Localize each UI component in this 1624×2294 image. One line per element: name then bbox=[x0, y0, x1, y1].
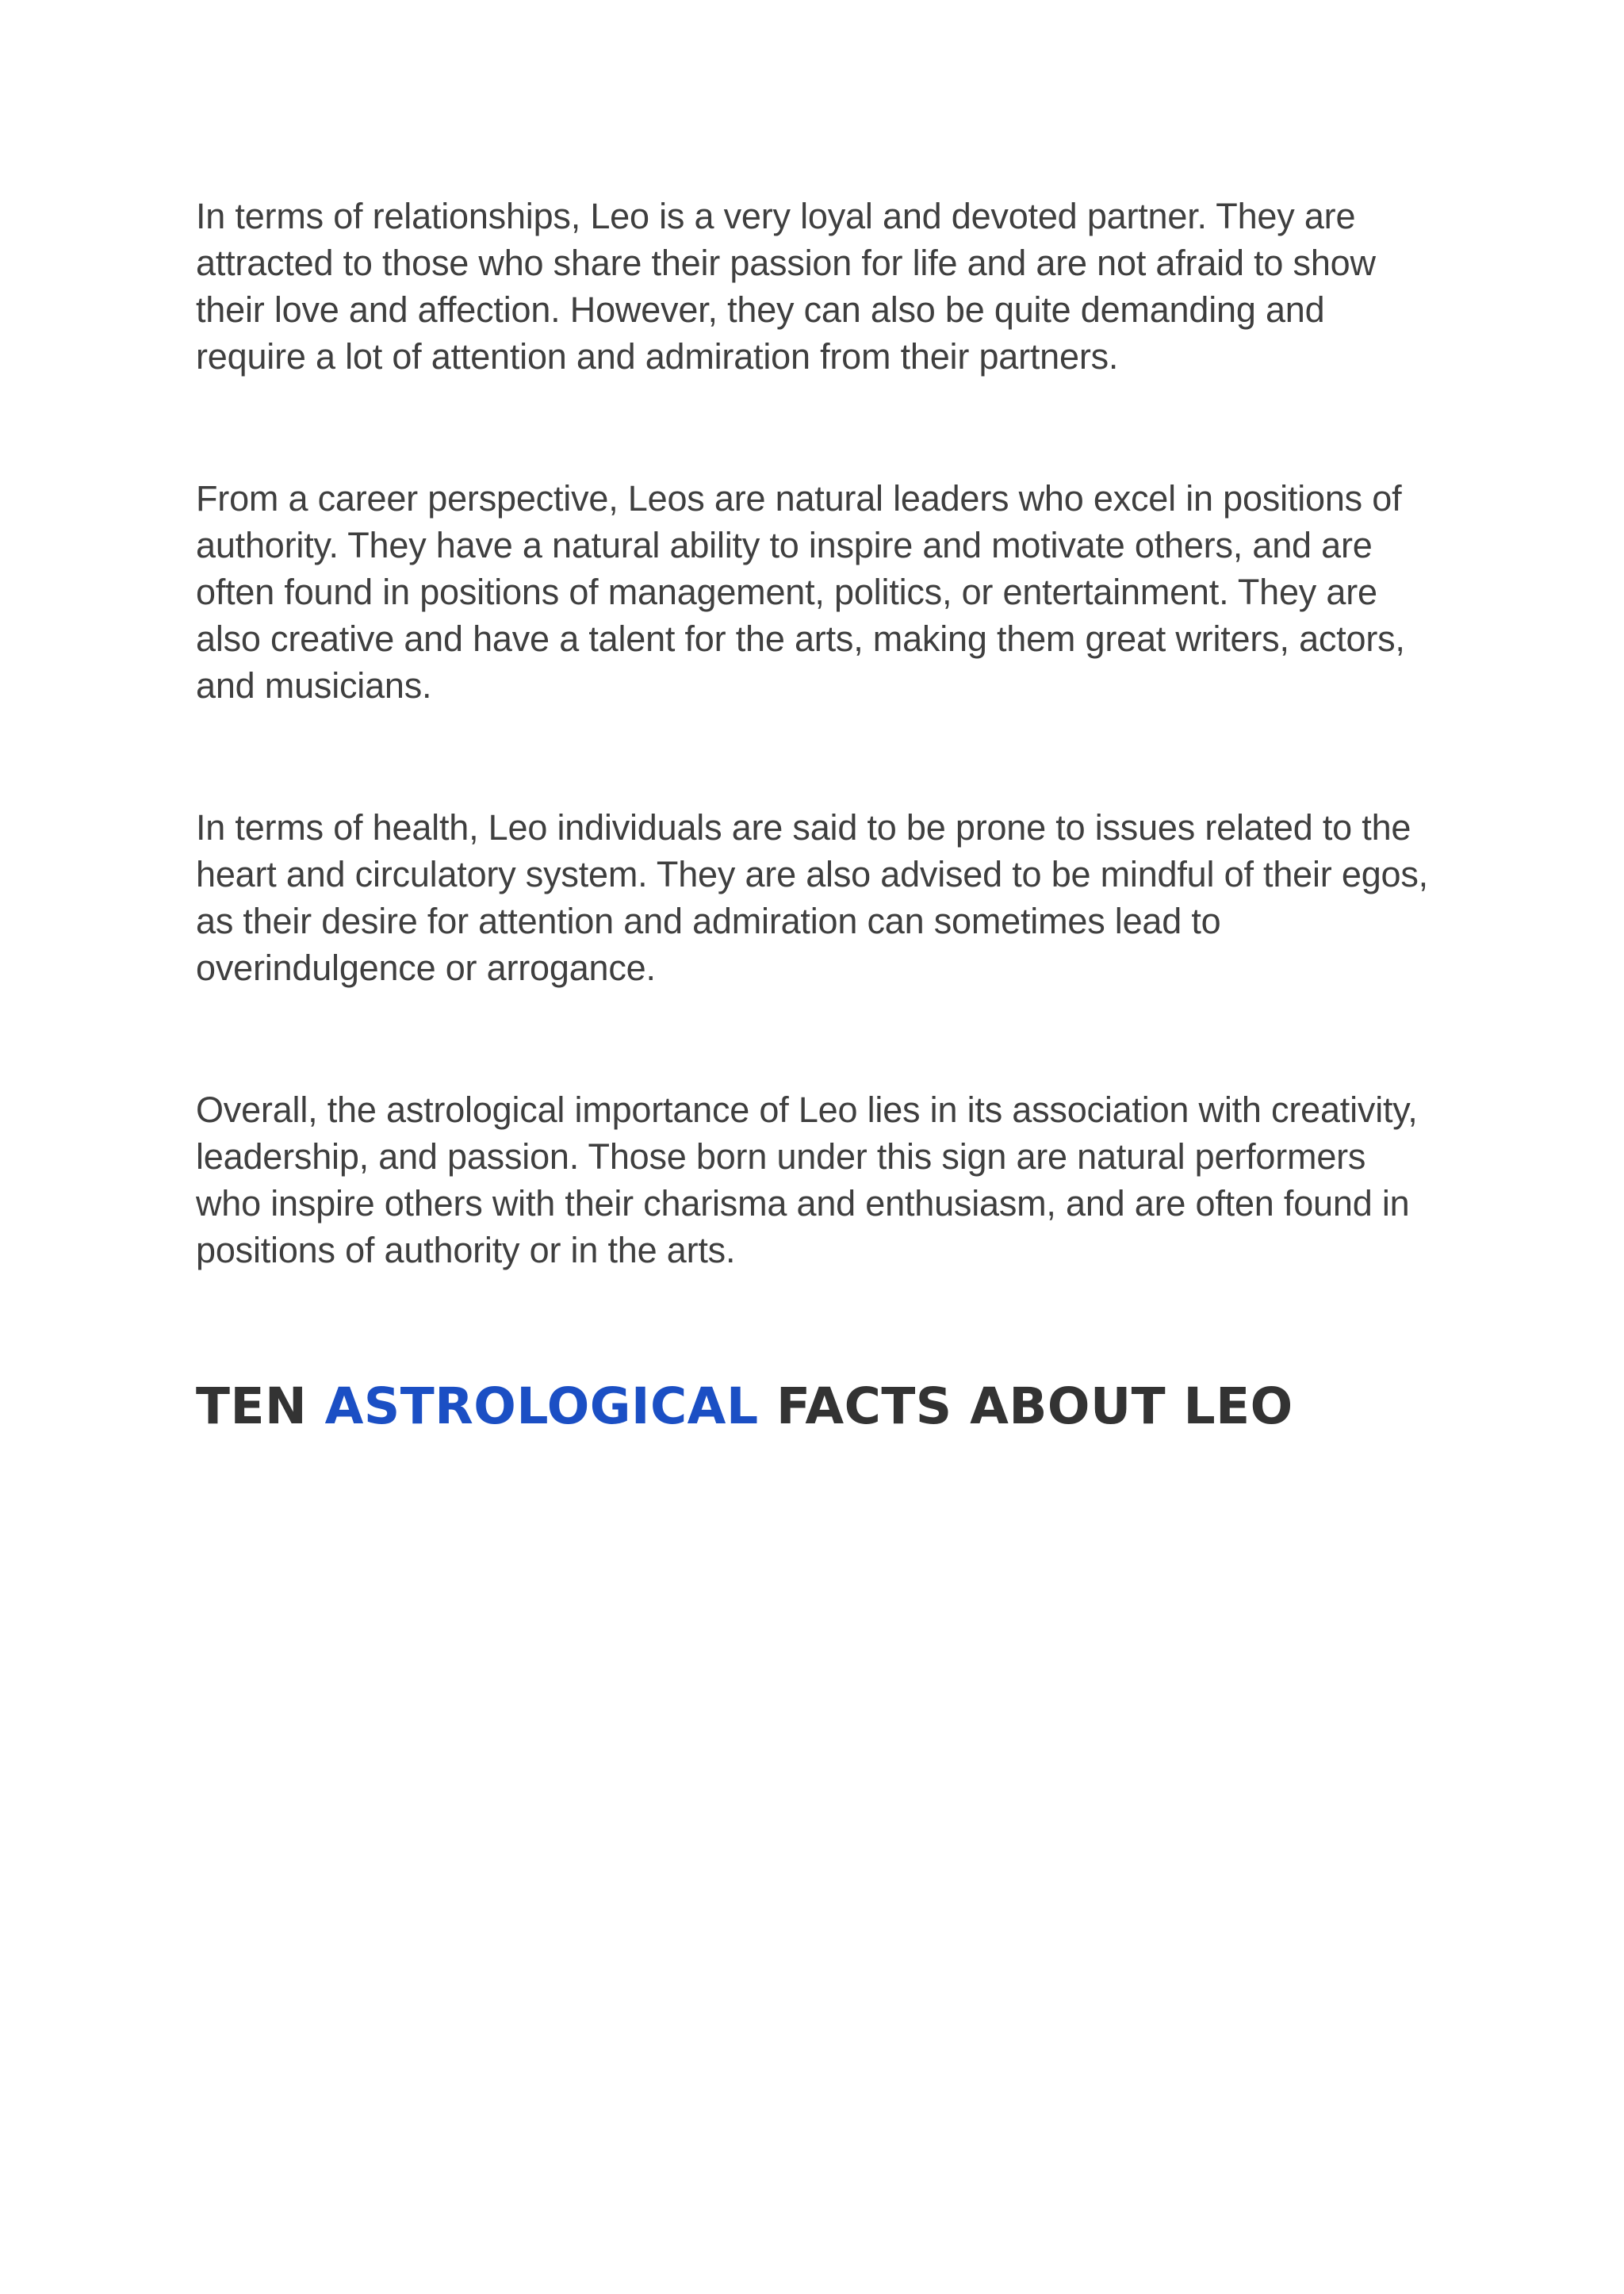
heading-part-1: TEN bbox=[196, 1377, 325, 1435]
paragraph-overall: Overall, the astrological importance of Leo lies in its association with creativity, leadership, and passion. Those born under this sign are natural performers who inspire others with their charisma and enthusiasm, and are often found in positions of authority or in the arts. bbox=[196, 1090, 1418, 1270]
heading-part-2: FACTS ABOUT LEO bbox=[758, 1377, 1293, 1435]
heading-accent: ASTROLOGICAL bbox=[324, 1377, 759, 1435]
page-content bbox=[196, 193, 1433, 1438]
section-heading bbox=[196, 1375, 1433, 1438]
paragraph-relationships: In terms of relationships, Leo is a very loyal and devoted partner. They are attracted to those who share their passion for life and are not afraid to show their love and affection. However, they can also be quite demanding and require a lot of attention and admiration from their partners. bbox=[196, 196, 1376, 377]
paragraph-career: From a career perspective, Leos are natural leaders who excel in positions of authority. They have a natural ability to inspire and motivate others, and are often found in positions of management, politics, or entertainment. They are also creative and have a talent for the arts, making them great writers, actors, and musicians. bbox=[196, 478, 1405, 706]
paragraph-health: In terms of health, Leo individuals are said to be prone to issues related to the heart and circulatory system. They are also advised to be mindful of their egos, as their desire for attention and admiration can sometimes lead to overindulgence or arrogance. bbox=[196, 807, 1428, 988]
